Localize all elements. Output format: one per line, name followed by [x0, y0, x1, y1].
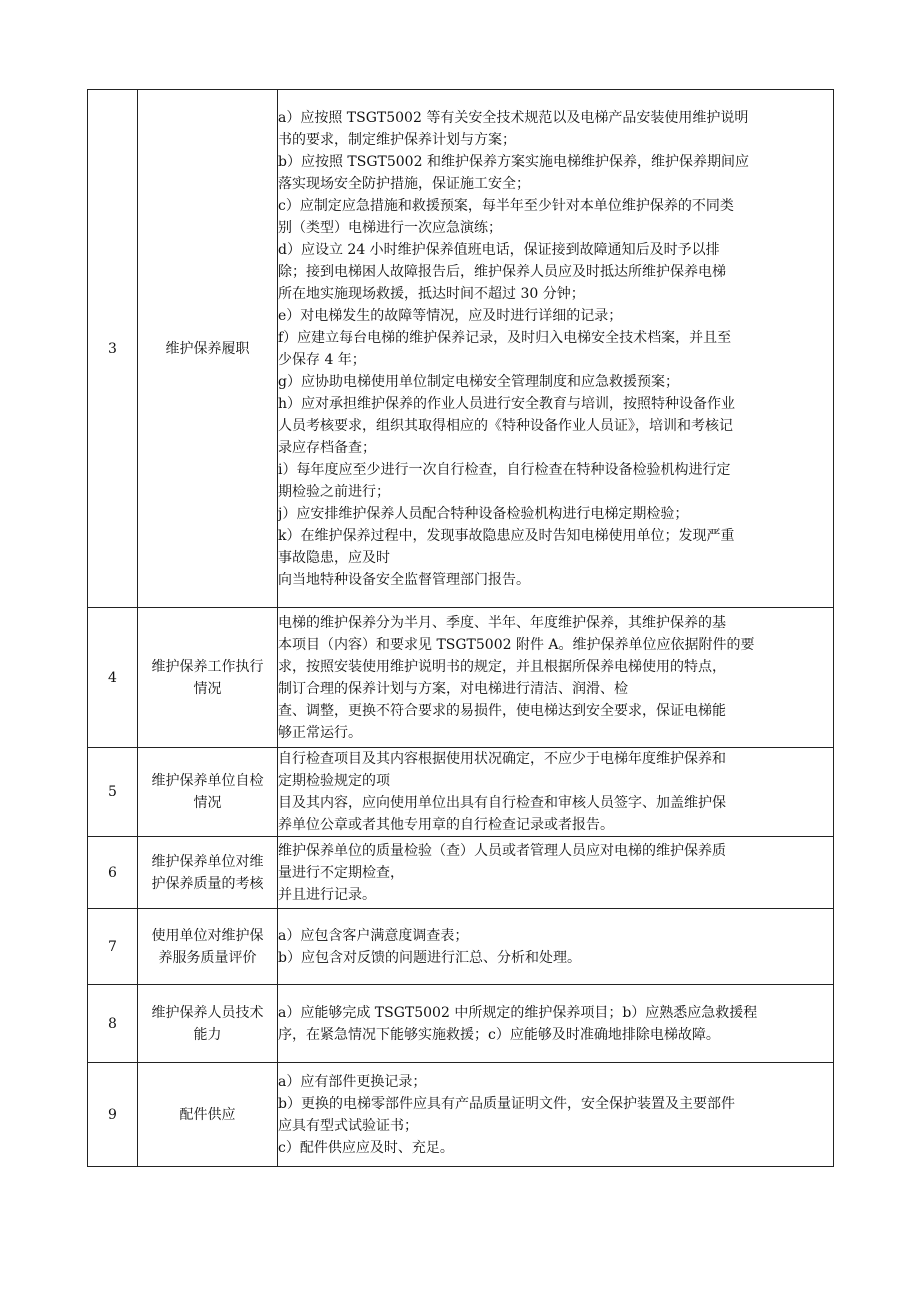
requirement-line: 应具有型式试验证书； — [278, 1117, 418, 1134]
item-name-line: 养服务质量评价 — [158, 949, 257, 966]
requirement-line: 目及其内容，应向使用单位出具有自行检查和审核人员签字、加盖维护保 — [278, 795, 726, 811]
requirement-line: 本项目（内容）和要求见 TSGT5002 附件 A。维护保养单位应依据附件的要 — [278, 636, 755, 653]
table-row — [88, 985, 834, 1063]
requirement-line: 期检验之前进行； — [278, 483, 390, 500]
requirement-line: h）应对承担维护保养的作业人员进行安全教育与培训，按照特种设备作业 — [278, 395, 736, 412]
requirement-line: a）应按照 TSGT5002 等有关安全技术规范以及电梯产品安装使用维护说明 — [278, 109, 749, 126]
item-name-line: 配件供应 — [179, 1106, 236, 1123]
requirement-cell — [278, 837, 834, 909]
table-row — [88, 837, 834, 909]
requirement-line: 养单位公章或者其他专用章的自行检查记录或者报告。 — [278, 817, 614, 833]
requirement-line: 录应存档备查； — [278, 439, 376, 456]
requirement-line: 事故隐患，应及时 — [278, 549, 390, 566]
row-number: 6 — [88, 837, 138, 909]
requirement-line: 查、调整，更换不符合要求的易损件，使电梯达到安全要求，保证电梯能 — [278, 702, 726, 719]
item-name-line: 情况 — [193, 795, 222, 811]
table-row — [88, 748, 834, 837]
requirement-line: 落实现场安全防护措施，保证施工安全； — [278, 175, 530, 192]
row-number: 7 — [88, 909, 138, 985]
item-name-cell — [138, 909, 278, 985]
item-name-line: 使用单位对维护保 — [151, 927, 264, 944]
item-name-line: 情况 — [193, 680, 222, 697]
item-name-line: 能力 — [193, 1026, 222, 1043]
requirement-line: e）对电梯发生的故障等情况，应及时进行详细的记录； — [278, 307, 623, 324]
requirement-line: b）更换的电梯零部件应具有产品质量证明文件，安全保护装置及主要部件 — [278, 1095, 735, 1112]
item-name-line: 维护保养单位对维 — [151, 853, 264, 870]
requirement-cell — [278, 1063, 834, 1167]
maintenance-requirements-table — [87, 89, 834, 1167]
requirement-line: a）应能够完成 TSGT5002 中所规定的维护保养项目；b）应熟悉应急救援程 — [278, 1004, 758, 1021]
requirement-line: 书的要求，制定维护保养计划与方案； — [278, 131, 516, 148]
item-name-line: 护保养质量的考核 — [151, 875, 264, 892]
requirement-cell — [278, 748, 834, 837]
requirement-line: g）应协助电梯使用单位制定电梯安全管理制度和应急救援预案； — [278, 373, 679, 390]
requirement-line: d）应设立 24 小时维护保养值班电话，保证接到故障通知后及时予以排 — [278, 241, 720, 258]
requirement-line: 除；接到电梯困人故障报告后，维护保养人员应及时抵达所维护保养电梯 — [278, 263, 726, 280]
requirement-cell — [278, 90, 834, 608]
table-row — [88, 90, 834, 608]
row-number: 8 — [88, 985, 138, 1063]
requirement-line: 别（类型）电梯进行一次应急演练； — [278, 219, 502, 236]
item-name-line: 维护保养工作执行 — [151, 658, 264, 675]
table-row — [88, 909, 834, 985]
item-name-line: 维护保养单位自检 — [151, 773, 264, 789]
requirement-line: 人员考核要求，组织其取得相应的《特种设备作业人员证》，培训和考核记 — [278, 417, 733, 434]
requirement-line: b）应按照 TSGT5002 和维护保养方案实施电梯维护保养，维护保养期间应 — [278, 153, 749, 170]
item-name-cell — [138, 1063, 278, 1167]
item-name-cell — [138, 90, 278, 608]
requirement-line: i）每年度应至少进行一次自行检查，自行检查在特种设备检验机构进行定 — [278, 461, 731, 478]
requirement-line: 序，在紧急情况下能够实施救援；c）应能够及时准确地排除电梯故障。 — [278, 1026, 720, 1043]
requirement-line: 所在地实施现场救援，抵达时间不超过 30 分钟； — [278, 285, 585, 302]
requirement-line: k）在维护保养过程中，发现事故隐患应及时告知电梯使用单位；发现严重 — [278, 527, 735, 544]
requirement-line: 量进行不定期检查， — [278, 864, 404, 881]
table-row — [88, 1063, 834, 1167]
requirement-line: c）配件供应应及时、充足。 — [278, 1139, 454, 1156]
requirement-line: 制订合理的保养计划与方案，对电梯进行清洁、润滑、检 — [278, 680, 628, 697]
requirement-cell — [278, 985, 834, 1063]
requirement-cell — [278, 909, 834, 985]
item-name-cell — [138, 608, 278, 748]
requirement-line: 自行检查项目及其内容根据使用状况确定，不应少于电梯年度维护保养和 — [278, 751, 726, 767]
requirement-line: 够正常运行。 — [278, 724, 362, 741]
table-row — [88, 608, 834, 748]
item-name-line: 维护保养履职 — [165, 340, 250, 357]
requirement-line: 向当地特种设备安全监督管理部门报告。 — [278, 571, 530, 588]
row-number: 4 — [88, 608, 138, 748]
requirement-line: 少保存 4 年； — [278, 351, 366, 368]
requirement-line: c）应制定应急措施和救援预案，每半年至少针对本单位维护保养的不同类 — [278, 197, 734, 214]
requirement-cell — [278, 608, 834, 748]
requirement-line: 并且进行记录。 — [278, 886, 376, 903]
requirement-line: j）应安排维护保养人员配合特种设备检验机构进行电梯定期检验； — [278, 505, 689, 522]
requirement-line: a）应有部件更换记录； — [278, 1073, 427, 1090]
requirement-line: f）应建立每台电梯的维护保养记录，及时归入电梯安全技术档案，并且至 — [278, 329, 732, 346]
row-number: 5 — [88, 748, 138, 837]
table-body — [88, 90, 834, 1167]
row-number: 3 — [88, 90, 138, 608]
requirement-line: 电梯的维护保养分为半月、季度、半年、年度维护保养，其维护保养的基 — [278, 614, 726, 631]
requirement-line: 维护保养单位的质量检验（查）人员或者管理人员应对电梯的维护保养质 — [278, 842, 726, 859]
item-name-cell — [138, 748, 278, 837]
item-name-cell — [138, 985, 278, 1063]
requirement-line: a）应包含客户满意度调查表； — [278, 927, 469, 944]
requirement-line: b）应包含对反馈的问题进行汇总、分析和处理。 — [278, 949, 581, 966]
row-number: 9 — [88, 1063, 138, 1167]
requirement-line: 求，按照安装使用维护说明书的规定，并且根据所保养电梯使用的特点， — [278, 658, 726, 675]
item-name-line: 维护保养人员技术 — [151, 1004, 264, 1021]
item-name-cell — [138, 837, 278, 909]
requirement-line: 定期检验规定的项 — [278, 773, 390, 789]
